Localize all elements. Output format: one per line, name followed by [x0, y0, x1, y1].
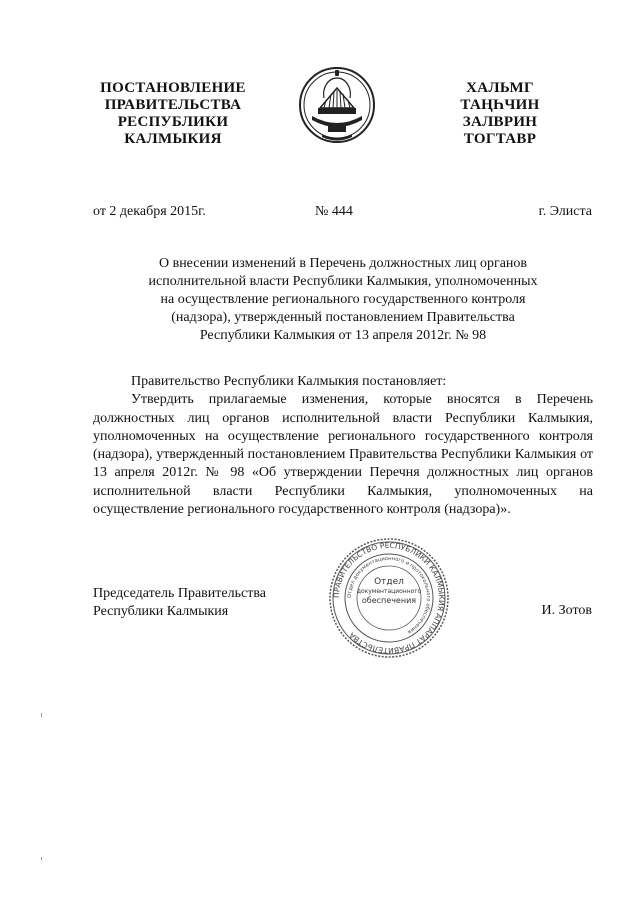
header-right-line: ТОГТАВР	[463, 131, 537, 147]
signatory-position	[93, 585, 266, 621]
header-left-line: РЕСПУБЛИКИ	[117, 114, 229, 130]
signatory-name: И. Зотов	[541, 603, 592, 618]
stamp-center	[328, 577, 450, 606]
signatory-position-line: Республики Калмыкия	[93, 604, 229, 619]
header-right-line: ХАЛЬМГ	[466, 80, 534, 96]
stamp-center-line: обеспечения	[361, 596, 417, 605]
scan-speck	[41, 713, 42, 717]
official-stamp	[328, 537, 450, 659]
title-line: О внесении изменений в Перечень должностных лиц органов	[158, 256, 528, 271]
scan-speck	[41, 857, 42, 860]
body-intro: Правительство Республики Калмыкия постановляет:	[131, 374, 447, 389]
document-date: от 2 декабря 2015г.	[93, 204, 206, 219]
title-line: (надзора), утвержденный постановлением Правительства	[171, 310, 515, 325]
stamp-center-line: документационного	[356, 588, 422, 595]
document-city: г. Элиста	[538, 204, 592, 219]
title-line: Республики Калмыкия от 13 апреля 2012г. № 98	[199, 328, 487, 343]
stamp-inner-text: Отдел документационного и протокольного обеспечения	[346, 555, 432, 635]
stamp-center-line: Отдел	[374, 577, 404, 587]
stamp-outer-text: ПРАВИТЕЛЬСТВО РЕСПУБЛИКИ КАЛМЫКИЯ АППАРАТ ПРАВИТЕЛЬСТВА	[331, 540, 447, 656]
kalmykia-emblem-icon	[298, 64, 376, 146]
title-line: на осуществление регионального государственного контроля	[160, 292, 526, 307]
header-right-line: ТАҢҺЧИН	[460, 97, 540, 113]
document-title	[93, 255, 593, 345]
header-left-line: КАЛМЫКИЯ	[124, 131, 222, 147]
header-left-line: ПОСТАНОВЛЕНИЕ	[100, 80, 246, 96]
signatory-position-line: Председатель Правительства	[93, 586, 266, 601]
document-number: № 444	[315, 204, 353, 219]
body-paragraph: Утвердить прилагаемые изменения, которые вносятся в Перечень должностных лиц органов исполнительной власти Республики Калмыкия, уполномоченных на осуществление регионального государственного контроля (надзора), утвержденный постановлением Правительства Республики Калмыкия от 13 апреля 2012г. № 98 «Об утверждении Перечня должностных лиц органов исполнительной власти Республики Калмыкия, уполномоченных на осуществление регионального государственного контроля (надзора)».	[93, 392, 593, 518]
title-line: исполнительной власти Республики Калмыкия, уполномоченных	[148, 274, 538, 289]
header-right	[406, 80, 594, 148]
header-left	[73, 80, 273, 148]
header-left-line: ПРАВИТЕЛЬСТВА	[104, 97, 242, 113]
document-body	[93, 373, 593, 519]
header-right-line: ЗАЛВРИН	[462, 114, 538, 130]
